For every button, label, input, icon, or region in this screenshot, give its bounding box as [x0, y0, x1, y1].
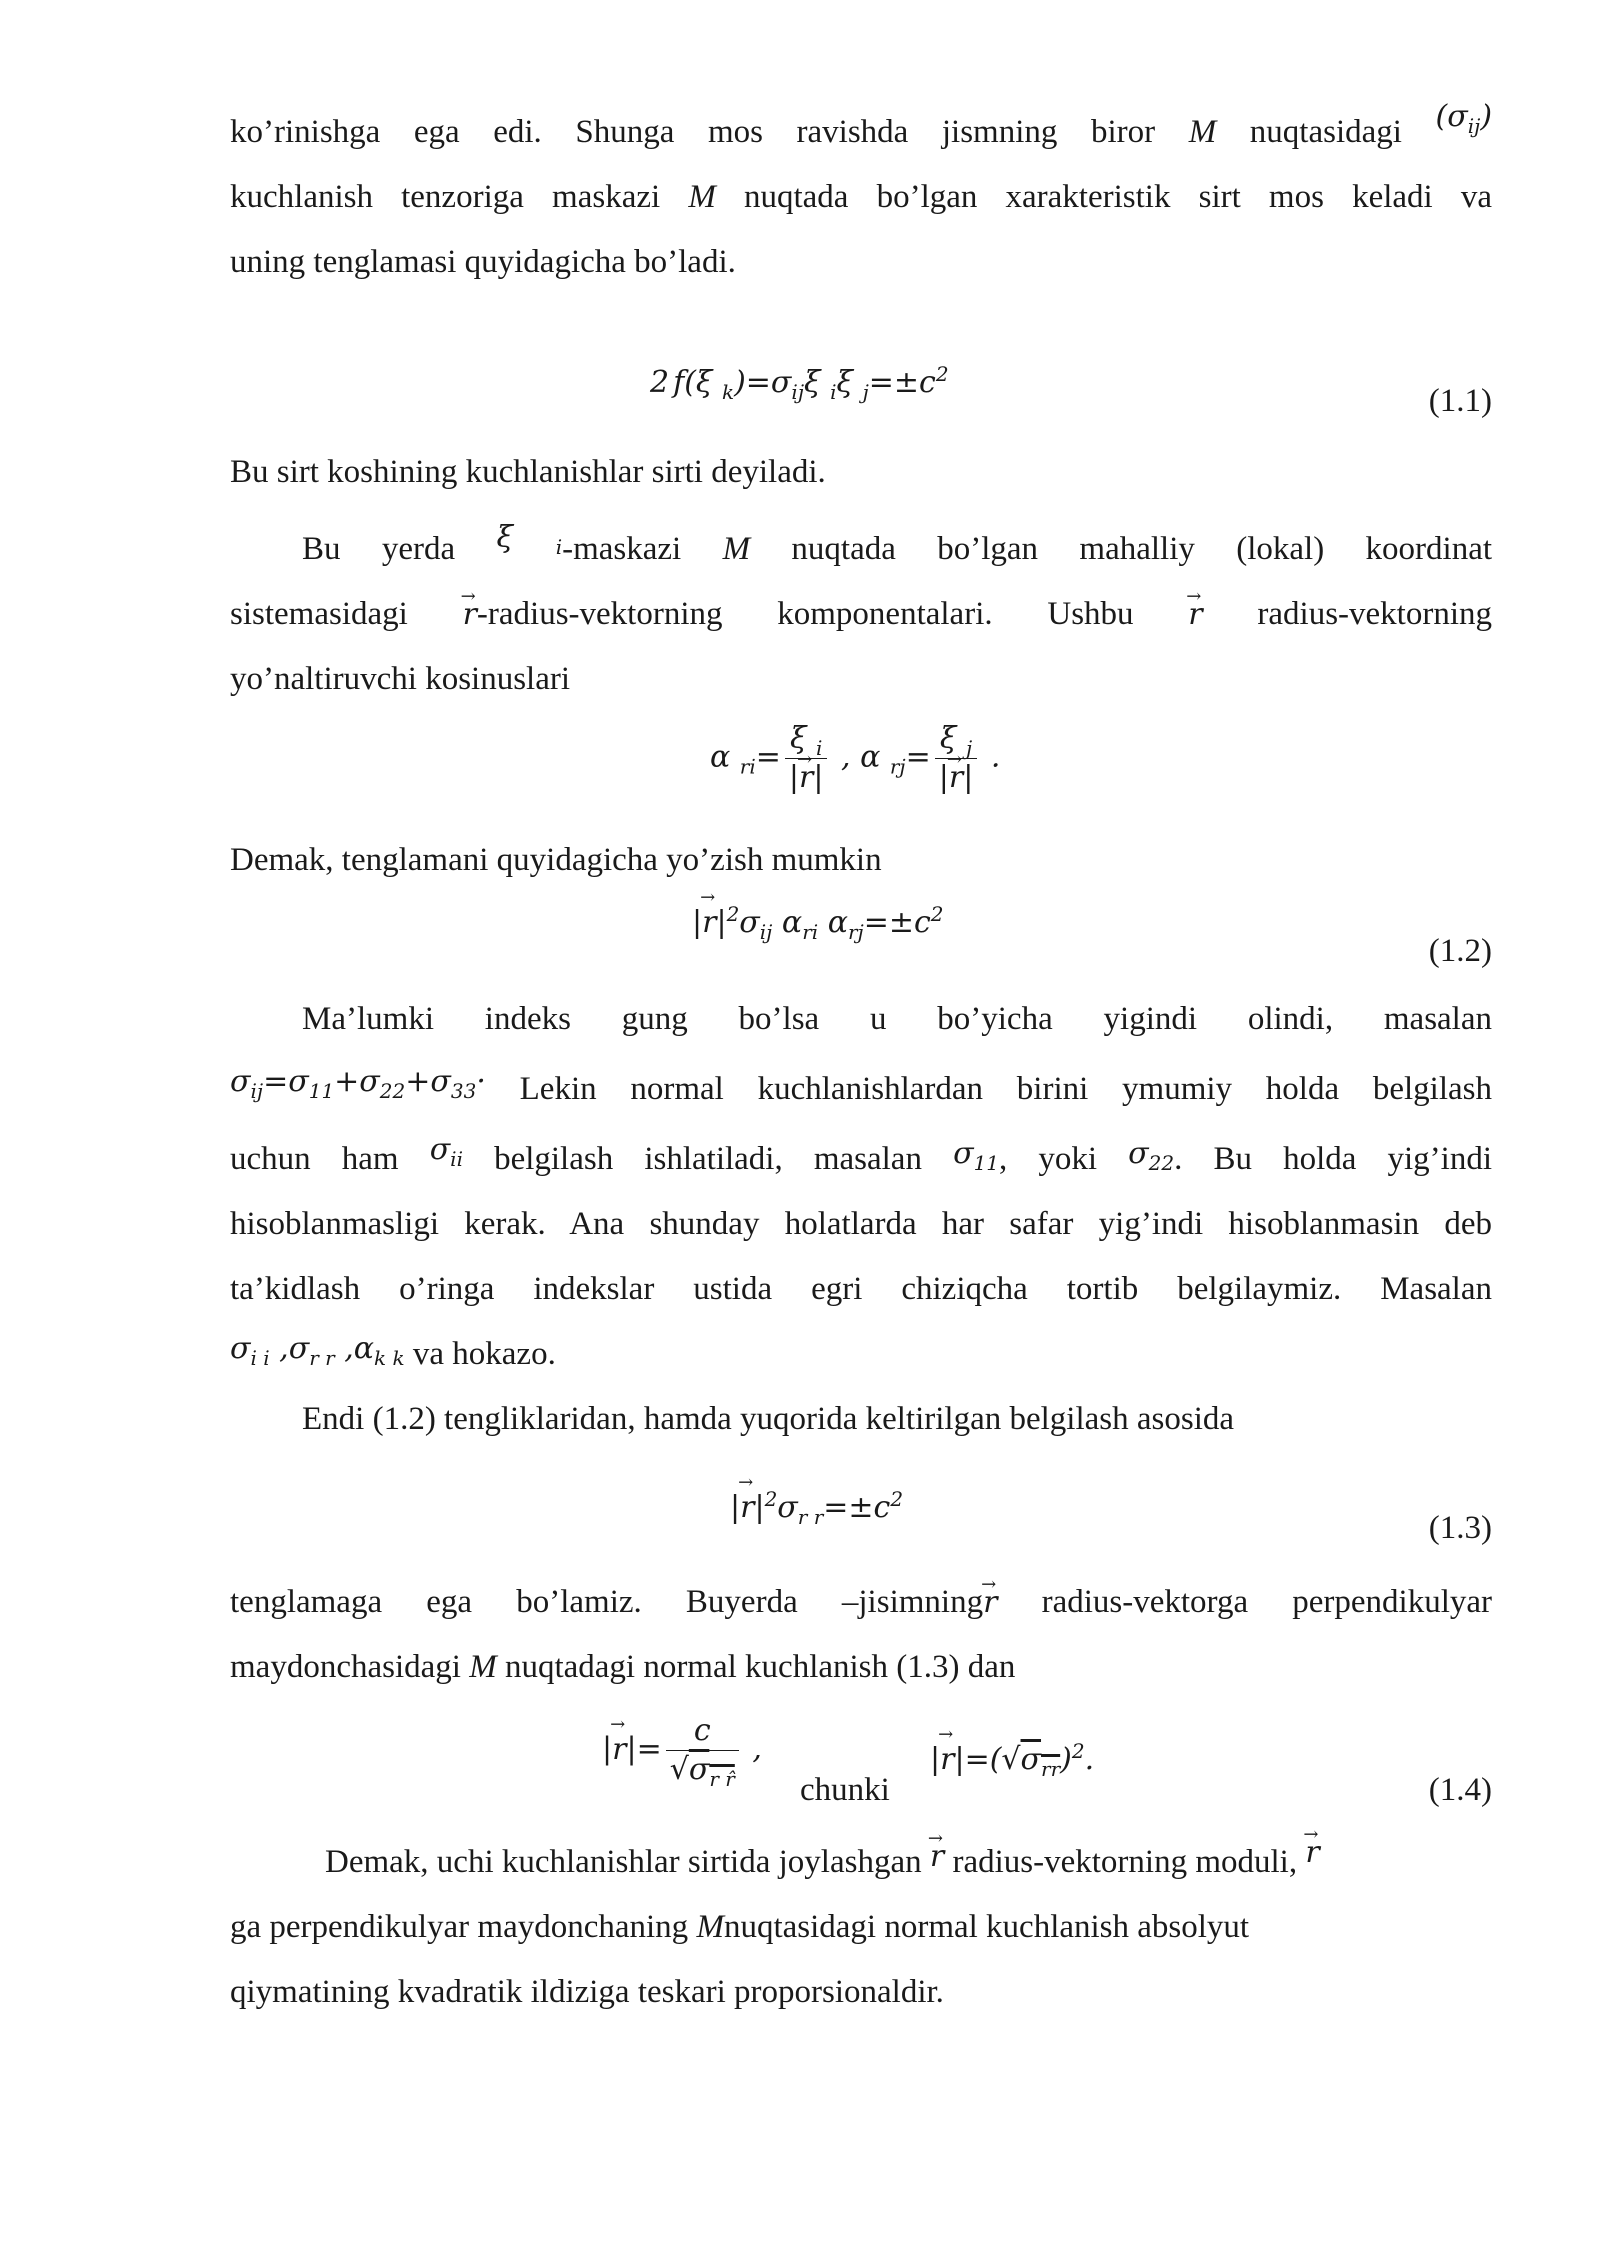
- equation-number: (1.2): [1428, 933, 1492, 969]
- paragraph-line: maydonchasidagi M nuqtadagi normal kuchlanish (1.3) dan: [230, 1649, 1016, 1685]
- body-text: [230, 1570, 1492, 1700]
- paragraph-line: uchun ham $\sigma_{ii}$ belgilash ishlatiladi, masalan $\sigma_{11}$, yoki $\sigma_{22}$. Bu holda yig’indi: [230, 1132, 1492, 1177]
- paragraph-line: sistemasidagi → r-radius-vektorning komponentalari. Ushbu → r radius-vektorning: [230, 582, 1492, 647]
- body-text: [230, 1830, 1492, 2025]
- body-text: [230, 987, 1492, 1452]
- paragraph-line: hisoblanmasligi kerak. Ana shunday holatlarda har safar yig’indi hisoblanmasin deb: [230, 1206, 1492, 1242]
- paragraph-line: Demak, tenglamani quyidagicha yo’zish mumkin: [230, 842, 882, 878]
- paragraph-line: ko’rinishga ega edi. Shunga mos ravishda jismning biror M nuqtasidagi $(\sigma_{ij})$: [230, 99, 1493, 150]
- paragraph-line: $\sigma_{i i}$ $,\sigma_{r r}$ $,\alpha_{k k}$ va hokazo.: [230, 1331, 556, 1372]
- paragraph-line: ta’kidlash o’ringa indekslar ustida egri chiziqcha tortib belgilaymiz. Masalan: [230, 1271, 1492, 1307]
- paragraph-line: Bu yerda ξ $_i$-maskazi M nuqtada bo’lgan mahalliy (lokal) koordinat: [302, 520, 1493, 567]
- paragraph-line: Ma’lumki indeks gung bo’lsa u bo’yicha yigindi olindi, masalan: [302, 1001, 1492, 1037]
- body-text: [230, 100, 1492, 295]
- equation-number: (1.4): [1428, 1772, 1492, 1808]
- document-page: ko’rinishga ega edi. Shunga mos ravishda jismning biror M nuqtasidagi $(\sigma_{ij})$ kuchlanish tenzoriga maskazi M nuqtada bo’lgan xarakteristik sirt mos keladi va uning tenglamasi quyidagicha bo’ladi. 2 f(ξ $_k)=\sigma_{ij}\xi$ $_i$ξ $_j=\pm c^2$ (1.1) Bu sirt koshining kuchlanishlar sirti deyiladi. Bu yerda ξ $_i$-maskazi M nuqtada bo’lgan mahalliy (lokal) koordinat sistemasidagi → r-radius-vektorning komponentalari. Ushbu → r radius-vektorning yo’naltiruvchi kosinuslari α $_{ri}$= $\frac{\xi _i}{|\to r|}$ , α $_{rj}$= $\frac{\xi _j}{|\to r|}$ . Demak, tenglamani quyidagicha yo’zish mumkin |→ $r|^2\sigma_{ij}$ $\alpha_{ri}$ $\alpha_{rj}=\pm c^2$ (1.2) Ma’lumki indeks gung bo’lsa u bo’yicha yigindi olindi, masalan $\sigma_{ij}=\sigma_{11}+\sigma_{22}+\sigma_{33}\cdot$ Lekin normal kuchlanishlardan birini ymumiy holda belgilash uchun ham $\sigma_{ii}$ belgilash ishlatiladi, masalan $\sigma_{11}$, yoki $\sigma_{22}$. Bu holda yig’indi hisoblanmasligi kerak. Ana shunday holatlarda har safar yig’indi hisoblanmasin deb ta’kidlash o’ringa indekslar ustida egri chiziqcha tortib belgilaymiz. Masalan $\sigma_{i i}$ $,\sigma_{r r}$ $,\alpha_{k k}$ va hokazo. Endi (1.2) tengliklaridan, hamda yuqorida keltirilgan belgilash asosida |→ $r|^2\sigma_{r r}=\pm c^2$ (1.3) tenglamaga ega bo’lamiz. Buyerda –jisimning→ r radius-vektorga perpendikulyar maydonchasidagi M nuqtadagi normal kuchlanish (1.3) dan |→ r|= $\frac{c}{√\sigma_{r r̂}}$ , chunki |→ $r|=(√\sigma_{rr})^2$. (1.4) Demak, uchi kuchlanishlar sirtida joylashgan → r radius-vektorning moduli, → r ga perpendikulyar maydonchaning Mnuqtasidagi normal kuchlanish absolyut qiymatining kvadratik ildiziga teskari proporsionaldir.: [0, 0, 1600, 2262]
- paragraph-line: kuchlanish tenzoriga maskazi M nuqtada bo’lgan xarakteristik sirt mos keladi va: [230, 179, 1493, 215]
- paragraph-line: qiymatining kvadratik ildiziga teskari proporsionaldir.: [230, 1974, 944, 2010]
- paragraph-line: ga perpendikulyar maydonchaning Mnuqtasidagi normal kuchlanish absolyut: [230, 1909, 1250, 1945]
- paragraph-line: yo’naltiruvchi kosinuslari: [230, 661, 571, 697]
- paragraph-line: Endi (1.2) tengliklaridan, hamda yuqorida keltirilgan belgilash asosida: [302, 1401, 1235, 1437]
- paragraph-line: Demak, uchi kuchlanishlar sirtida joylashgan → r radius-vektorning moduli, → r: [230, 1830, 1492, 1895]
- paragraph-line: tenglamaga ega bo’lamiz. Buyerda –jisimning→ r radius-vektorga perpendikulyar: [230, 1570, 1492, 1635]
- paragraph-line: $\sigma_{ij}=\sigma_{11}+\sigma_{22}+\sigma_{33}\cdot$ Lekin normal kuchlanishlardan birini ymumiy holda belgilash: [230, 1064, 1493, 1107]
- body-text: [230, 828, 1492, 893]
- body-text: [230, 440, 1492, 712]
- paragraph-line: Bu sirt koshining kuchlanishlar sirti deyiladi.: [230, 454, 826, 490]
- equation-number: (1.3): [1428, 1510, 1492, 1546]
- sigma-ij-inline: $(\sigma_{ij})$: [1435, 99, 1493, 138]
- paragraph-line: uning tenglamasi quyidagicha bo’ladi.: [230, 244, 736, 280]
- equation-number: (1.1): [1428, 383, 1492, 419]
